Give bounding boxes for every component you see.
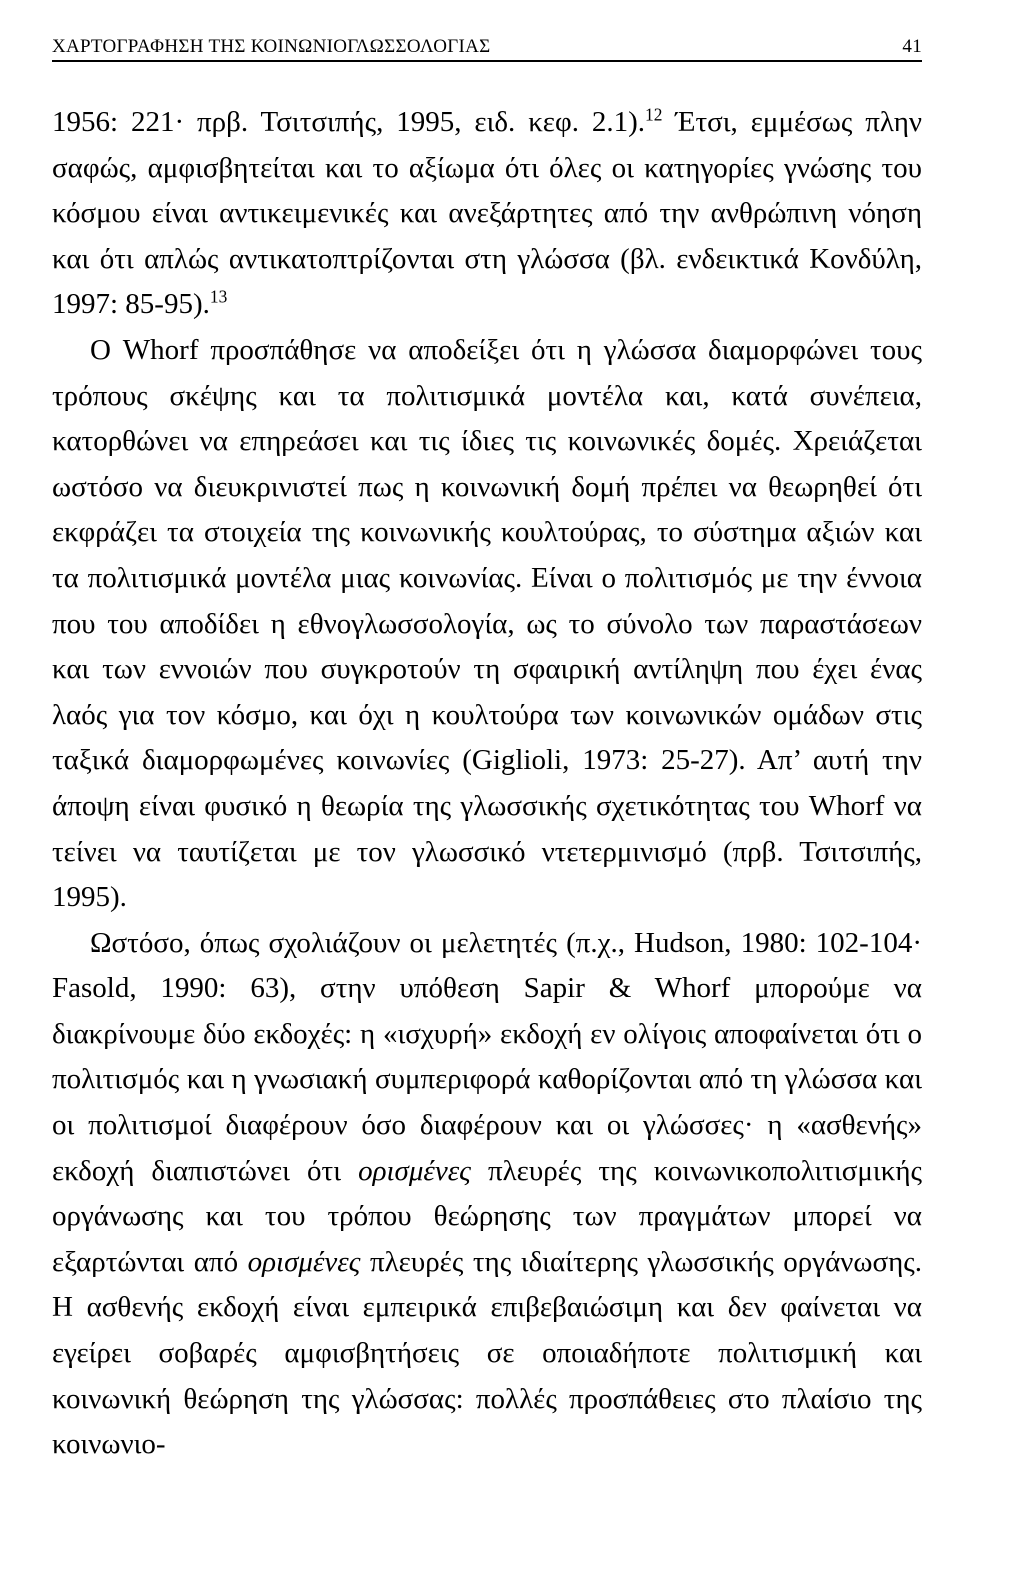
paragraph-1-text-a: 1956: 221· πρβ. Τσιτσιπής, 1995, ειδ. κεφ. 2.1). (52, 106, 646, 138)
page-number: 41 (902, 36, 922, 57)
paragraph-3-text-c: πλευρές της ιδιαίτερης γλωσσικής οργάνωσης. Η ασθενής εκδοχή είναι εμπειρικά επιβεβαιώσιμη και δεν φαίνεται να εγείρει σοβαρές αμφισβητήσεις σε οποιαδήποτε πολιτισμική και κοινωνική θεώρηση της γλώσσας: πολλές προσπάθειες στο πλαίσιο της κοινωνιο- (52, 1245, 922, 1461)
body-text (52, 100, 922, 1468)
paragraph-3 (52, 921, 922, 1468)
paragraph-3-text-a: Ωστόσο, όπως σχολιάζουν οι μελετητές (π.χ., Hudson, 1980: 102-104· Fasold, 1990: 63), στην υπόθεση Sapir & Whorf μπορούμε να διακρίνουμε δύο εκδοχές: η «ισχυρή» εκδοχή εν ολίγοις αποφαίνεται ότι ο πολιτισμός και η γνωσιακή συμπεριφορά καθορίζονται από τη γλώσσα και οι πολιτισμοί διαφέρουν όσο διαφέρουν και οι γλώσσες· η «ασθενής» εκδοχή διαπιστώνει ότι (52, 926, 922, 1187)
footnote-ref-12[interactable]: 12 (645, 104, 663, 125)
emphasis-orismenes-1: ορισμένες (358, 1154, 471, 1187)
footnote-ref-13[interactable]: 13 (209, 286, 228, 307)
paragraph-1-text-b: Έτσι, εμμέσως πλην σαφώς, αμφισβητείται και το αξίωμα ότι όλες οι κατηγορίες γνώσης του κόσμου είναι αντικειμενικές και ανεξάρτητες από την ανθρώπινη νόηση και ότι απλώς αντικατοπτρίζονται στη γλώσσα (βλ. ενδεικτικά Κονδύλη, 1997: 85-95). (52, 106, 923, 321)
paragraph-1 (52, 100, 922, 328)
running-header (52, 30, 922, 62)
running-header-title: ΧΑΡΤΟΓΡΑΦΗΣΗ ΤΗΣ ΚΟΙΝΩΝΙΟΓΛΩΣΣΟΛΟΓΙΑΣ (52, 36, 491, 57)
paragraph-2: Ο Whorf προσπάθησε να αποδείξει ότι η γλώσσα διαμορφώνει τους τρόπους σκέψης και τα πολιτισμικά μοντέλα και, κατά συνέπεια, κατορθώνει να επηρεάσει και τις ίδιες τις κοινωνικές δομές. Χρειάζεται ωστόσο να διευκρινιστεί πως η κοινωνική δομή πρέπει να θεωρηθεί ότι εκφράζει τα στοιχεία της κοινωνικής κουλτούρας, το σύστημα αξιών και τα πολιτισμικά μοντέλα μιας κοινωνίας. Είναι ο πολιτισμός με την έννοια που του αποδίδει η εθνογλωσσολογία, ως το σύνολο των παραστάσεων και των εννοιών που συγκροτούν τη σφαιρική αντίληψη που έχει ένας λαός για τον κόσμο, και όχι η κουλτούρα των κοινωνικών ομάδων στις ταξικά διαμορφωμένες κοινωνίες (Giglioli, 1973: 25-27). Απ’ αυτή την άποψη είναι φυσικό η θεωρία της γλωσσικής σχετικότητας του Whorf να τείνει να ταυτίζεται με τον γλωσσικό ντετερμινισμό (πρβ. Τσιτσιπής, 1995). (52, 333, 922, 914)
paragraph-3-text-b: πλευρές της κοινωνικοπολιτισμικής οργάνωσης και του τρόπου θεώρησης των πραγμάτων μπορεί να εξαρτώνται από (52, 1154, 922, 1278)
emphasis-orismenes-2: ορισμένες (247, 1245, 361, 1278)
